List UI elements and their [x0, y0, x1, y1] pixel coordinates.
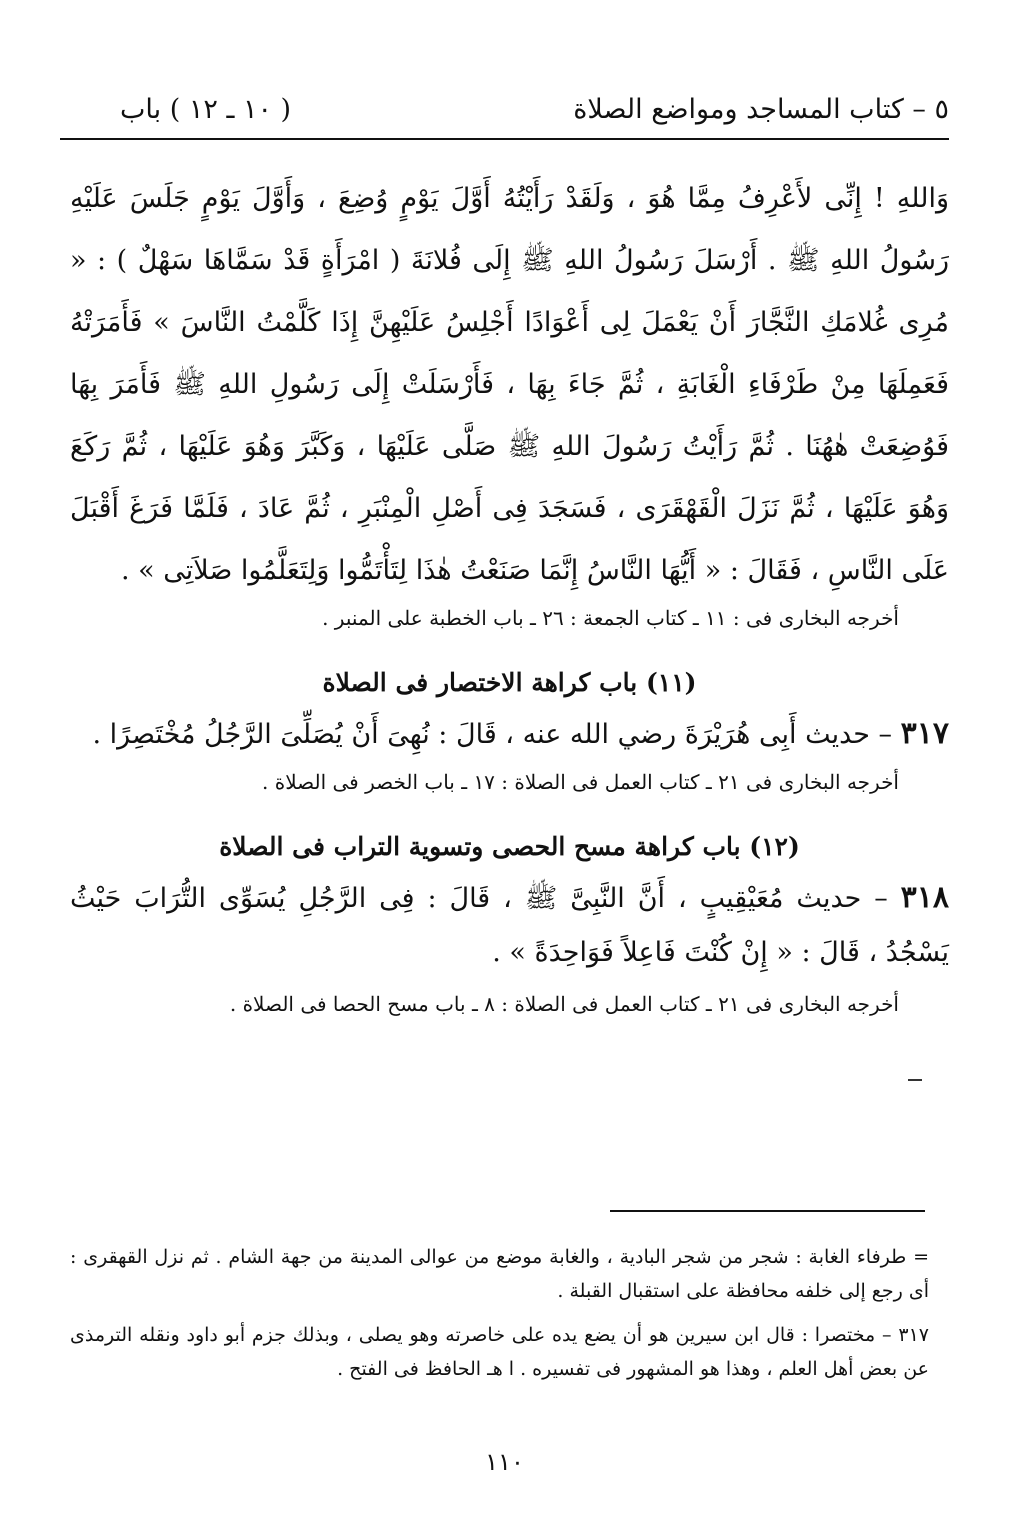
footnote: = طرفاء الغابة : شجر من شجر البادية ، والغابة موضع من عوالى المدينة من جهة الشام . ثم نزل القهقرى : أى رجع إلى خلفه محافظة على استقبال القبلة . [70, 1246, 929, 1302]
section-heading-12: (١٢) باب كراهة مسح الحصى وتسوية التراب فى الصلاة [219, 832, 800, 861]
footnote-separator [610, 1210, 925, 1212]
source-reference: أخرجه البخارى فى ٢١ ـ كتاب العمل فى الصلاة : ١٧ ـ باب الخصر فى الصلاة . [262, 770, 899, 794]
main-text [70, 168, 949, 1020]
hadith-number: ٣١٧ [900, 716, 949, 751]
page-number: ١١٠ [485, 1448, 524, 1476]
margin-mark [908, 1079, 922, 1081]
source-reference: أخرجه البخارى فى : ١١ ـ كتاب الجمعة : ٢٦ ـ باب الخطبة على المنبر . [322, 606, 899, 630]
hadith-text: – حديث أَبِى هُرَيْرَةَ رضي الله عنه ، قَالَ : نُهِىَ أَنْ يُصَلِّىَ الرَّجُلُ مُخْتَصِرًا . [92, 719, 893, 750]
chapter-title: ٥ – كتاب المساجد ومواضع الصلاة [573, 94, 949, 125]
section-heading-11: (١١) باب كراهة الاختصار فى الصلاة [322, 668, 697, 697]
section-range: ( ١٠ ـ ١٢ ) باب [120, 94, 292, 125]
hadith-318 [70, 871, 949, 980]
hadith-text: – حديث مُعَيْقِيبٍ ، أَنَّ النَّبِىَّ ﷺ ، قَالَ : فِى الرَّجُلِ يُسَوِّى التُّرَابَ حَيْثُ يَسْجُدُ ، قَالَ : « إِنْ كُنْتَ فَاعِلاً فَوَاحِدَةً » . [70, 883, 949, 968]
footnote: ٣١٧ – مختصرا : قال ابن سيرين هو أن يضع يده على خاصرته وهو يصلى ، وبذلك جزم أبو داود ونقله الترمذى عن بعض أهل العلم ، وهذا هو المشهور فى تفسيره . ا هـ الحافظ فى الفتح . [70, 1324, 929, 1380]
footnotes [70, 1240, 929, 1386]
source-reference: أخرجه البخارى فى ٢١ ـ كتاب العمل فى الصلاة : ٨ ـ باب مسح الحصا فى الصلاة . [229, 992, 899, 1016]
hadith-number: ٣١٨ [900, 880, 949, 915]
hadith-317 [70, 703, 949, 766]
hadith-continuation: وَاللهِ ! إِنِّى لأَعْرِفُ مِمَّا هُوَ ، وَلَقَدْ رَأَيْتُهُ أَوَّلَ يَوْمٍ وُضِعَ ، وَأَوَّلَ يَوْمٍ جَلَسَ عَلَيْهِ رَسُولُ اللهِ ﷺ . أَرْسَلَ رَسُولُ اللهِ ﷺ إِلَى فُلانَةَ ( امْرَأَةٍ قَدْ سَمَّاهَا سَهْلٌ ) : « مُرِى غُلامَكِ النَّجَّارَ أَنْ يَعْمَلَ لِى أَعْوَادًا أَجْلِسُ عَلَيْهِنَّ إِذَا كَلَّمْتُ النَّاسَ » فَأَمَرَتْهُ فَعَمِلَهَا مِنْ طَرْفَاءِ الْغَابَةِ ، ثُمَّ جَاءَ بِهَا ، فَأَرْسَلَتْ إِلَى رَسُولِ اللهِ ﷺ فَأَمَرَ بِهَا فَوُضِعَتْ هٰهُنَا . ثُمَّ رَأَيْتُ رَسُولَ اللهِ ﷺ صَلَّى عَلَيْهَا ، وَكَبَّرَ وَهُوَ عَلَيْهَا ، ثُمَّ رَكَعَ وَهُوَ عَلَيْهَا ، ثُمَّ نَزَلَ الْقَهْقَرَى ، فَسَجَدَ فِى أَصْلِ الْمِنْبَرِ ، ثُمَّ عَادَ ، فَلَمَّا فَرَغَ أَقْبَلَ عَلَى النَّاسِ ، فَقَالَ : « أَيُّهَا النَّاسُ إِنَّمَا صَنَعْتُ هٰذَا لِتَأْتَمُّوا وَلِتَعَلَّمُوا صَلاَتِى » . [70, 183, 949, 586]
running-header [60, 86, 949, 140]
